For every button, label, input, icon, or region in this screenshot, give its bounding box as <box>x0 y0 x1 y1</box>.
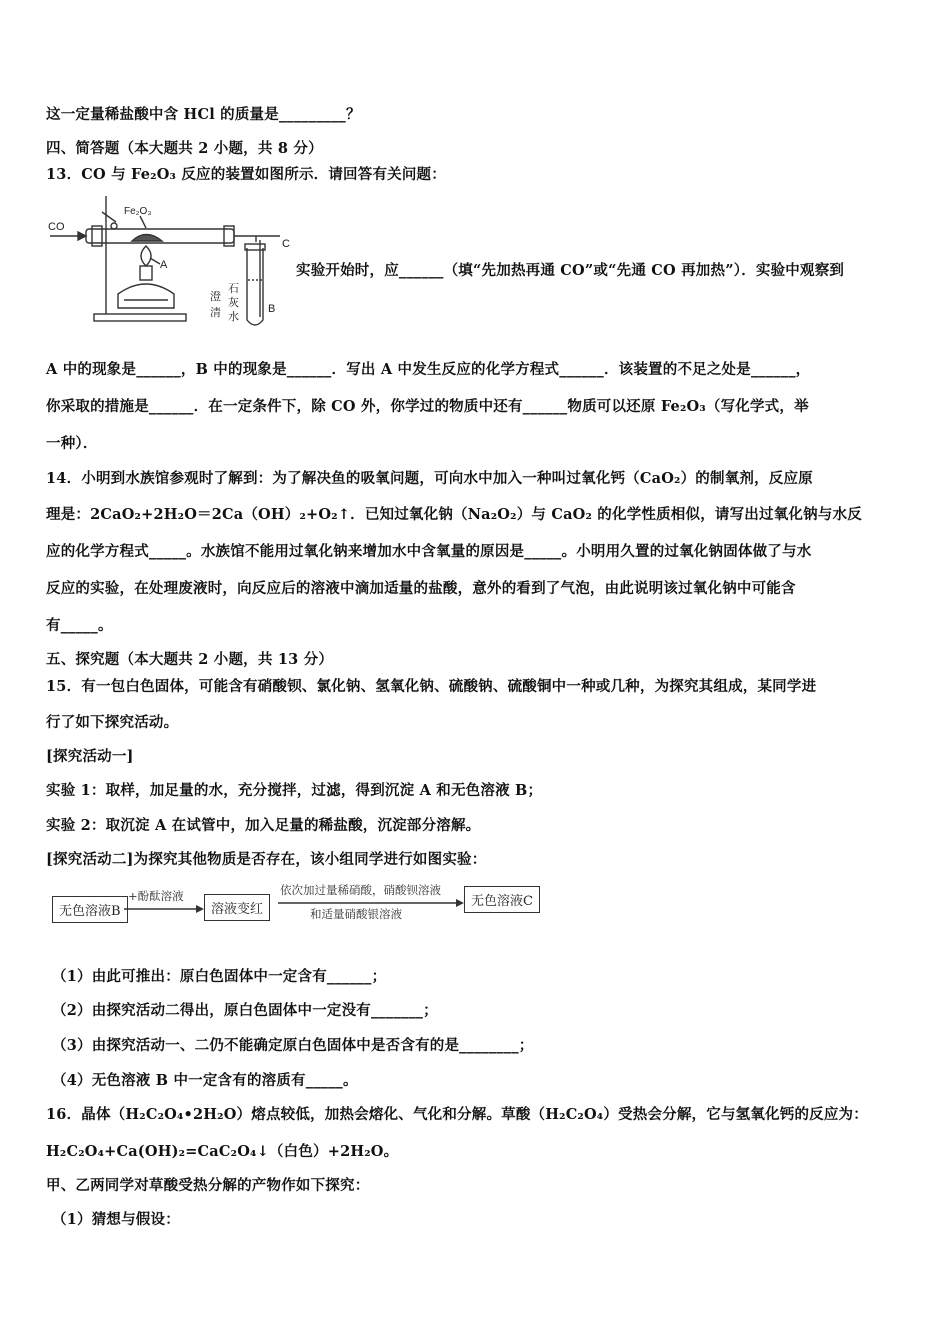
question-14-line-3: 应的化学方程式_____。水族馆不能用过氧化钠来增加水中含氧量的原因是_____。小明用久置的过氧化钠固体做了与水 <box>46 543 812 560</box>
limewater-char-4: 灰 <box>228 296 239 309</box>
question-15-subq-1: （1）由此可推出：原白色固体中一定含有______； <box>52 968 387 985</box>
label-b: B <box>268 303 276 315</box>
question-15-line-2: 行了如下探究活动。 <box>46 714 179 731</box>
flow-box-solution-b: 无色溶液B <box>52 896 128 923</box>
question-14-line-2: 理是：2CaO₂+2H₂O＝2Ca（OH）₂+O₂↑．已知过氧化钠（Na₂O₂）与 CaO₂ 的化学性质相似，请写出过氧化钠与水反 <box>46 506 862 523</box>
question-16-line-3: 甲、乙两同学对草酸受热分解的产物作如下探究： <box>46 1177 370 1194</box>
flow-arrow-1 <box>124 904 204 914</box>
label-a: A <box>160 259 168 271</box>
flow-step-phenolphthalein: +酚酞溶液 <box>128 889 184 903</box>
co-fe2o3-apparatus-figure <box>44 192 294 332</box>
alcohol-lamp <box>118 284 174 308</box>
limewater-char-1: 澄 <box>210 290 221 303</box>
fe2o3-powder <box>132 235 162 242</box>
question-16-equation: H₂C₂O₄+Ca(OH)₂=CaC₂O₄↓（白色）+2H₂O。 <box>46 1143 399 1160</box>
experiment-2: 实验 2：取沉淀 A 在试管中，加入足量的稀盐酸，沉淀部分溶解。 <box>46 817 481 834</box>
question-15-subq-2: （2）由探究活动二得出，原白色固体中一定没有_______； <box>52 1002 438 1019</box>
question-15-line-1: 15．有一包白色固体，可能含有硝酸钡、氯化钠、氢氧化钠、硫酸钠、硫酸铜中一种或几种，为探究其组成，某同学进 <box>46 678 817 695</box>
question-15-subq-3: （3）由探究活动一、二仍不能确定原白色固体中是否含有的是________； <box>52 1037 534 1054</box>
flame <box>141 246 151 266</box>
question-12-tail: 这一定量稀盐酸中含 HCl 的质量是_________？ <box>46 106 361 123</box>
label-c: C <box>282 238 290 250</box>
stand-base <box>94 314 186 321</box>
limewater-char-5: 水 <box>228 310 239 323</box>
limewater-char-2: 清 <box>210 306 221 319</box>
flow-arrow-2 <box>278 898 464 908</box>
fe2o3-label: Fe₂O₃ <box>124 206 152 217</box>
question-13-part-2: A 中的现象是______，B 中的现象是______．写出 A 中发生反应的化学方程式______．该装置的不足之处是______， <box>46 361 811 378</box>
flow-box-solution-c: 无色溶液C <box>464 886 540 913</box>
flow-step-reagents-b: 和适量硝酸银溶液 <box>310 907 402 921</box>
question-13-part-1: 实验开始时，应______（填“先加热再通 CO”或“先通 CO 再加热”）．实验中观察到 <box>296 262 845 279</box>
question-13-stem: 13．CO 与 Fe₂O₃ 反应的装置如图所示．请回答有关问题： <box>46 166 446 183</box>
question-14-line-5: 有_____。 <box>46 617 113 634</box>
section-heading-inquiry: 五、探究题（本大题共 2 小题，共 13 分） <box>46 651 334 668</box>
section-heading-short-answer: 四、简答题（本大题共 2 小题，共 8 分） <box>46 140 323 157</box>
question-15-subq-4: （4）无色溶液 B 中一定含有的溶质有_____。 <box>52 1072 358 1089</box>
experiment-1: 实验 1：取样，加足量的水，充分搅拌，过滤，得到沉淀 A 和无色溶液 B； <box>46 782 543 799</box>
activity-one-heading: [探究活动一] <box>46 748 134 765</box>
flow-step-reagents-a: 依次加过量稀硝酸，硝酸钡溶液 <box>280 883 441 897</box>
limewater-char-3: 石 <box>228 282 239 295</box>
flow-diagram <box>48 880 548 932</box>
question-14-line-1: 14．小明到水族馆参观时了解到：为了解决鱼的吸氧问题，可向水中加入一种叫过氧化钙（CaO₂）的制氧剂，反应原 <box>46 470 813 487</box>
flow-box-turns-red: 溶液变红 <box>204 894 270 921</box>
co-label: CO <box>48 221 65 233</box>
question-16-line-1: 16．晶体（H₂C₂O₄•2H₂O）熔点较低，加热会熔化、气化和分解。草酸（H₂C₂O₄）受热会分解，它与氢氧化钙的反应为： <box>46 1106 868 1123</box>
question-14-line-4: 反应的实验，在处理废液时，向反应后的溶液中滴加适量的盐酸，意外的看到了气泡，由此说明该过氧化钠中可能含 <box>46 580 796 597</box>
activity-two-heading: [探究活动二]为探究其他物质是否存在，该小组同学进行如图实验： <box>46 851 487 868</box>
question-13-part-3: 你采取的措施是______．在一定条件下，除 CO 外，你学过的物质中还有______物质可以还原 Fe₂O₃（写化学式，举 <box>46 398 809 415</box>
question-16-subq-1: （1）猜想与假设： <box>52 1211 180 1228</box>
question-13-part-4: 一种）． <box>46 435 98 452</box>
